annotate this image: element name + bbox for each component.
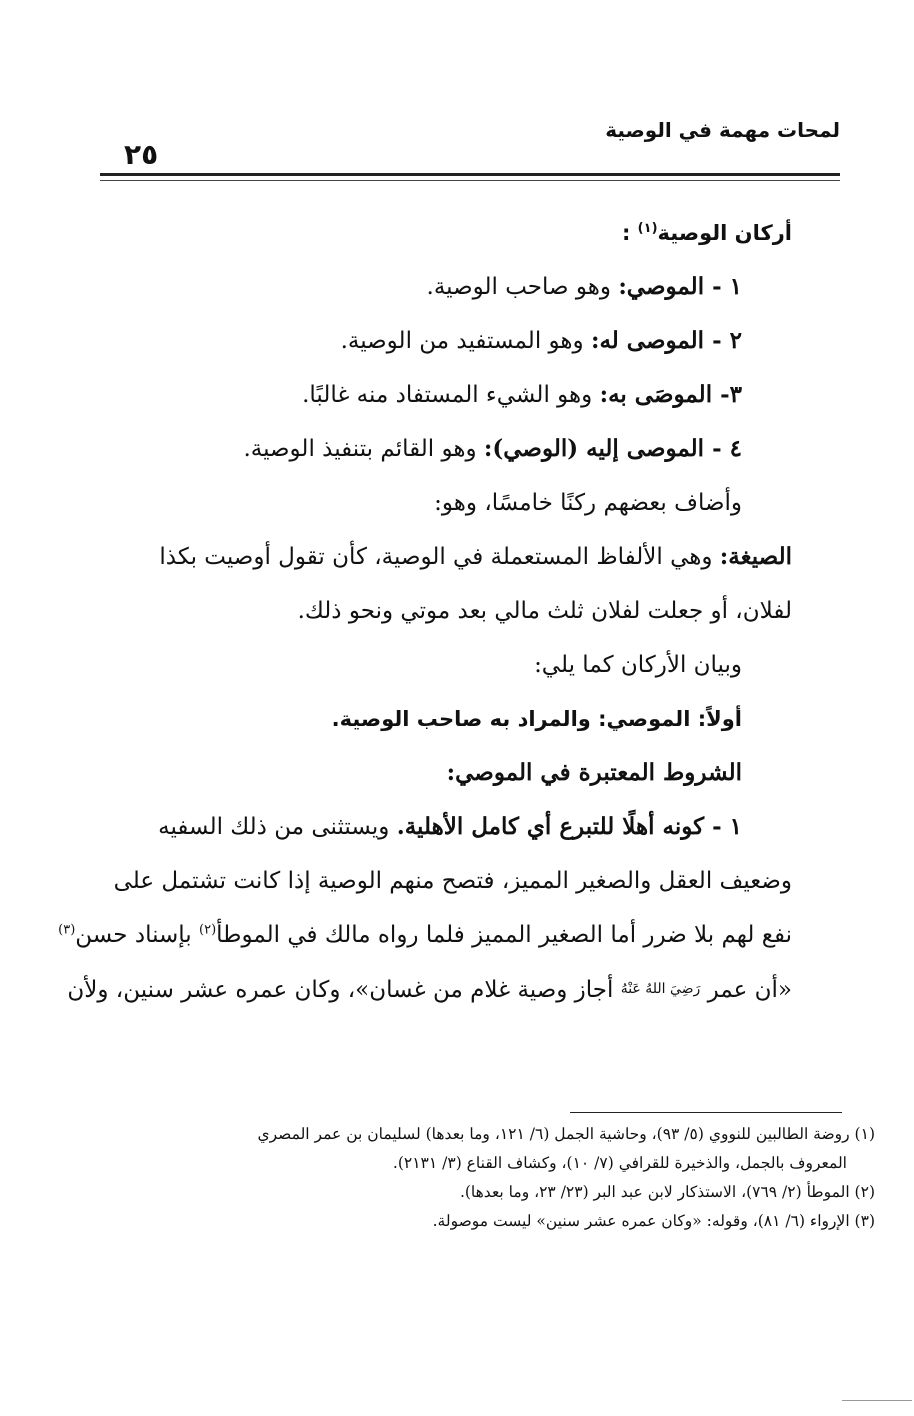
- first-pillar-heading: أولاً: الموصي: والمراد به صاحب الوصية.: [331, 707, 742, 731]
- condition-1-line2: وضعيف العقل والصغير المميز، فتصح منهم الوصية إذا كانت تشتمل على: [113, 868, 792, 894]
- section-title-colon: :: [621, 221, 631, 245]
- section-title-text: أركان الوصية: [657, 221, 792, 245]
- pillar-item: [112, 260, 792, 314]
- condition-1-title: ١ - كونه أهلًا للتبرع أي كامل الأهلية.: [396, 813, 742, 840]
- page-edge-mark: [842, 1400, 912, 1401]
- condition-1-line1: [112, 800, 792, 854]
- body-text: [58, 206, 792, 1016]
- condition-1-text: بإسناد حسن: [75, 922, 200, 948]
- condition-1-line3: [58, 908, 792, 962]
- condition-1-text: ويستثنى من ذلك السفيه: [158, 814, 397, 840]
- footnote-2: (٢) الموطأ (٢/ ٧٦٩)، الاستذكار لابن عبد البر (٢٣/ ٢٣، وما بعدها).: [459, 1183, 875, 1201]
- footnote-1-continued: المعروف بالجمل، والذخيرة للقرافي (٧/ ١٠)، وكشاف القناع (٣/ ٢١٣١).: [392, 1154, 847, 1172]
- footnote-ref: (١): [637, 221, 658, 236]
- pillar-label: ١ - الموصي:: [618, 273, 742, 300]
- footnotes: [140, 1120, 875, 1236]
- explain-line: وبيان الأركان كما يلي:: [534, 652, 742, 678]
- page-number: ٢٥: [124, 138, 159, 171]
- footnote-1: (١) روضة الطالبين للنووي (٥/ ٩٣)، وحاشية الجمل (٦/ ١٢١، وما بعدها) لسليمان بن عمر المصري: [257, 1125, 875, 1143]
- formula-paragraph-line2: لفلان، أو جعلت لفلان ثلث مالي بعد موتي ونحو ذلك.: [297, 598, 792, 624]
- pillar-text: وهو الشيء المستفاد منه غالبًا.: [302, 382, 600, 408]
- pillar-label: ٤ - الموصى إليه (الوصي):: [483, 435, 742, 462]
- condition-1-line4: [67, 962, 792, 1016]
- pillar-item: [112, 422, 792, 476]
- pillar-label: ٣- الموصَى به:: [599, 381, 742, 408]
- footnote-separator: [570, 1112, 842, 1113]
- conditions-heading: الشروط المعتبرة في الموصي:: [446, 759, 742, 786]
- footnote-ref: (٣): [58, 922, 76, 938]
- honorific-glyph: رَضِيَ اللهُ عَنْهُ: [620, 981, 701, 997]
- page-header: [100, 108, 840, 188]
- added-pillar-line: وأضاف بعضهم ركنًا خامسًا، وهو:: [434, 490, 742, 516]
- pillar-label: ٢ - الموصى له:: [590, 327, 742, 354]
- header-rule-thick: [100, 173, 840, 176]
- footnote-3: (٣) الإرواء (٦/ ٨١)، وقوله: «وكان عمره عشر سنين» ليست موصولة.: [432, 1212, 875, 1230]
- header-rule-thin: [100, 180, 840, 181]
- formula-label: الصيغة:: [719, 543, 792, 570]
- footnote-ref: (٢): [199, 922, 217, 938]
- condition-1-text: أجاز وصية غلام من غسان»، وكان عمره عشر سنين، ولأن: [67, 977, 621, 1003]
- running-title: لمحات مهمة في الوصية: [605, 118, 840, 142]
- pillar-text: وهو المستفيد من الوصية.: [340, 328, 591, 354]
- pillar-text: وهو القائم بتنفيذ الوصية.: [243, 436, 484, 462]
- pillar-item: [112, 368, 792, 422]
- section-title: [112, 206, 792, 260]
- formula-paragraph-line1: [112, 530, 792, 584]
- condition-1-text: نفع لهم بلا ضرر أما الصغير المميز فلما رواه مالك في الموطأ: [216, 922, 792, 948]
- condition-1-text: «أن عمر: [700, 977, 792, 1003]
- pillar-item: [112, 314, 792, 368]
- formula-text: وهي الألفاظ المستعملة في الوصية، كأن تقول أوصيت بكذا: [159, 544, 720, 570]
- pillar-text: وهو صاحب الوصية.: [426, 274, 619, 300]
